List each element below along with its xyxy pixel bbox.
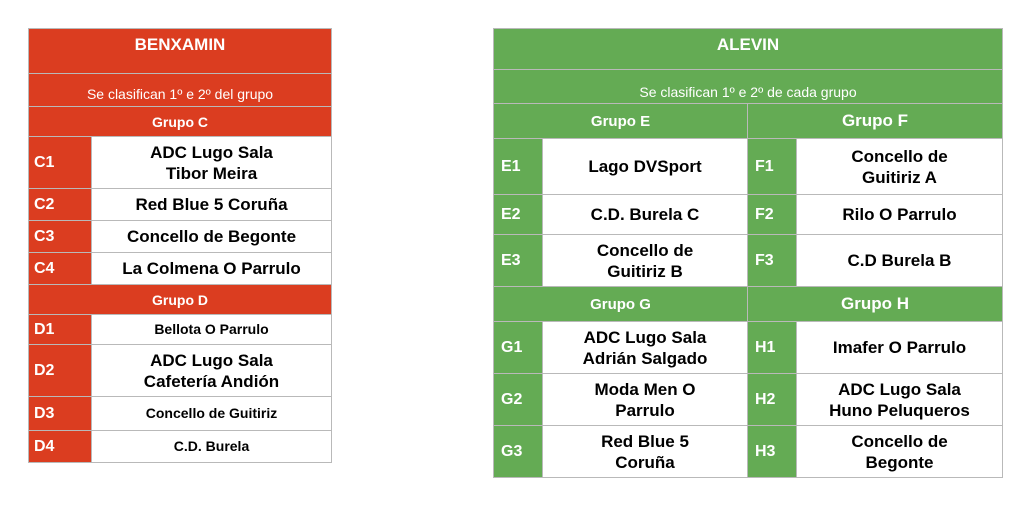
- team-name: [797, 426, 1003, 478]
- table-row: [29, 315, 332, 345]
- team-name-line: Moda Men O: [594, 379, 696, 399]
- team-name: Lago DVSport: [543, 139, 748, 195]
- team-name: [543, 426, 748, 478]
- team-code: C4: [29, 253, 92, 285]
- team-code: G1: [494, 322, 543, 374]
- table-row: [29, 137, 332, 189]
- team-code: C1: [29, 137, 92, 189]
- team-name: [543, 374, 748, 426]
- team-name-line: ADC Lugo Sala: [583, 327, 707, 347]
- team-name: La Colmena O Parrulo: [92, 253, 332, 285]
- team-name: [797, 374, 1003, 426]
- team-name: C.D. Burela: [92, 431, 332, 463]
- team-code: H3: [748, 426, 797, 478]
- team-code: F1: [748, 139, 797, 195]
- team-name: [92, 345, 332, 397]
- team-name: Concello de Begonte: [92, 221, 332, 253]
- team-name: C.D. Burela C: [543, 195, 748, 235]
- team-name: Red Blue 5 Coruña: [92, 189, 332, 221]
- team-name: Concello de Guitiriz: [92, 397, 332, 431]
- team-code: C2: [29, 189, 92, 221]
- team-name-line: Huno Peluqueros: [829, 400, 970, 420]
- team-name: [92, 137, 332, 189]
- group-f-header: Grupo F: [748, 104, 1003, 139]
- team-code: D3: [29, 397, 92, 431]
- table-row: [29, 189, 332, 221]
- team-code: E3: [494, 235, 543, 287]
- team-name: [797, 139, 1003, 195]
- team-name-line: Concello de: [851, 431, 948, 451]
- team-name-line: Concello de: [851, 146, 948, 166]
- table-row: [29, 397, 332, 431]
- table-row: [494, 322, 1003, 374]
- team-code: D2: [29, 345, 92, 397]
- team-code: E1: [494, 139, 543, 195]
- alevin-subtitle: Se clasifican 1º e 2º de cada grupo: [494, 70, 1003, 104]
- team-code: F3: [748, 235, 797, 287]
- team-code: G3: [494, 426, 543, 478]
- alevin-title: ALEVIN: [494, 29, 1003, 70]
- team-name: Rilo O Parrulo: [797, 195, 1003, 235]
- group-e-header: Grupo E: [494, 104, 748, 139]
- team-code: H2: [748, 374, 797, 426]
- table-row: [29, 431, 332, 463]
- team-name: Imafer O Parrulo: [797, 322, 1003, 374]
- team-name-line: Concello de: [596, 240, 694, 260]
- team-code: C3: [29, 221, 92, 253]
- team-name-line: Adrián Salgado: [582, 348, 708, 368]
- team-name-line: Begonte: [865, 452, 934, 472]
- table-row: [29, 345, 332, 397]
- team-name-line: Cafetería Andión: [143, 371, 280, 391]
- group-c-header: Grupo C: [29, 107, 332, 137]
- benxamin-subtitle: Se clasifican 1º e 2º del grupo: [29, 74, 332, 107]
- table-row: [29, 253, 332, 285]
- team-name: [543, 322, 748, 374]
- team-name-line: Coruña: [615, 452, 675, 472]
- team-name: [543, 235, 748, 287]
- team-code: G2: [494, 374, 543, 426]
- team-name-line: Guitiriz B: [607, 261, 683, 281]
- team-name-line: Tibor Meira: [165, 163, 258, 183]
- team-name-line: ADC Lugo Sala: [150, 350, 273, 370]
- group-h-header: Grupo H: [748, 287, 1003, 322]
- group-g-header: Grupo G: [494, 287, 748, 322]
- table-row: [494, 374, 1003, 426]
- benxamin-title: BENXAMIN: [29, 29, 332, 74]
- team-code: H1: [748, 322, 797, 374]
- table-row: [494, 235, 1003, 287]
- group-d-header: Grupo D: [29, 285, 332, 315]
- team-name-line: ADC Lugo Sala: [150, 142, 273, 162]
- team-name: Bellota O Parrulo: [92, 315, 332, 345]
- team-name-line: Guitiriz A: [862, 167, 937, 187]
- table-row: [494, 139, 1003, 195]
- team-code: D4: [29, 431, 92, 463]
- table-row: [494, 426, 1003, 478]
- team-name: C.D Burela B: [797, 235, 1003, 287]
- team-name-line: Parrulo: [615, 400, 675, 420]
- team-name-line: Red Blue 5: [601, 431, 689, 451]
- table-row: [29, 221, 332, 253]
- team-code: E2: [494, 195, 543, 235]
- team-name-line: ADC Lugo Sala: [838, 379, 961, 399]
- team-code: D1: [29, 315, 92, 345]
- alevin-table: [493, 28, 1003, 478]
- table-row: [494, 195, 1003, 235]
- benxamin-table: [28, 28, 332, 463]
- team-code: F2: [748, 195, 797, 235]
